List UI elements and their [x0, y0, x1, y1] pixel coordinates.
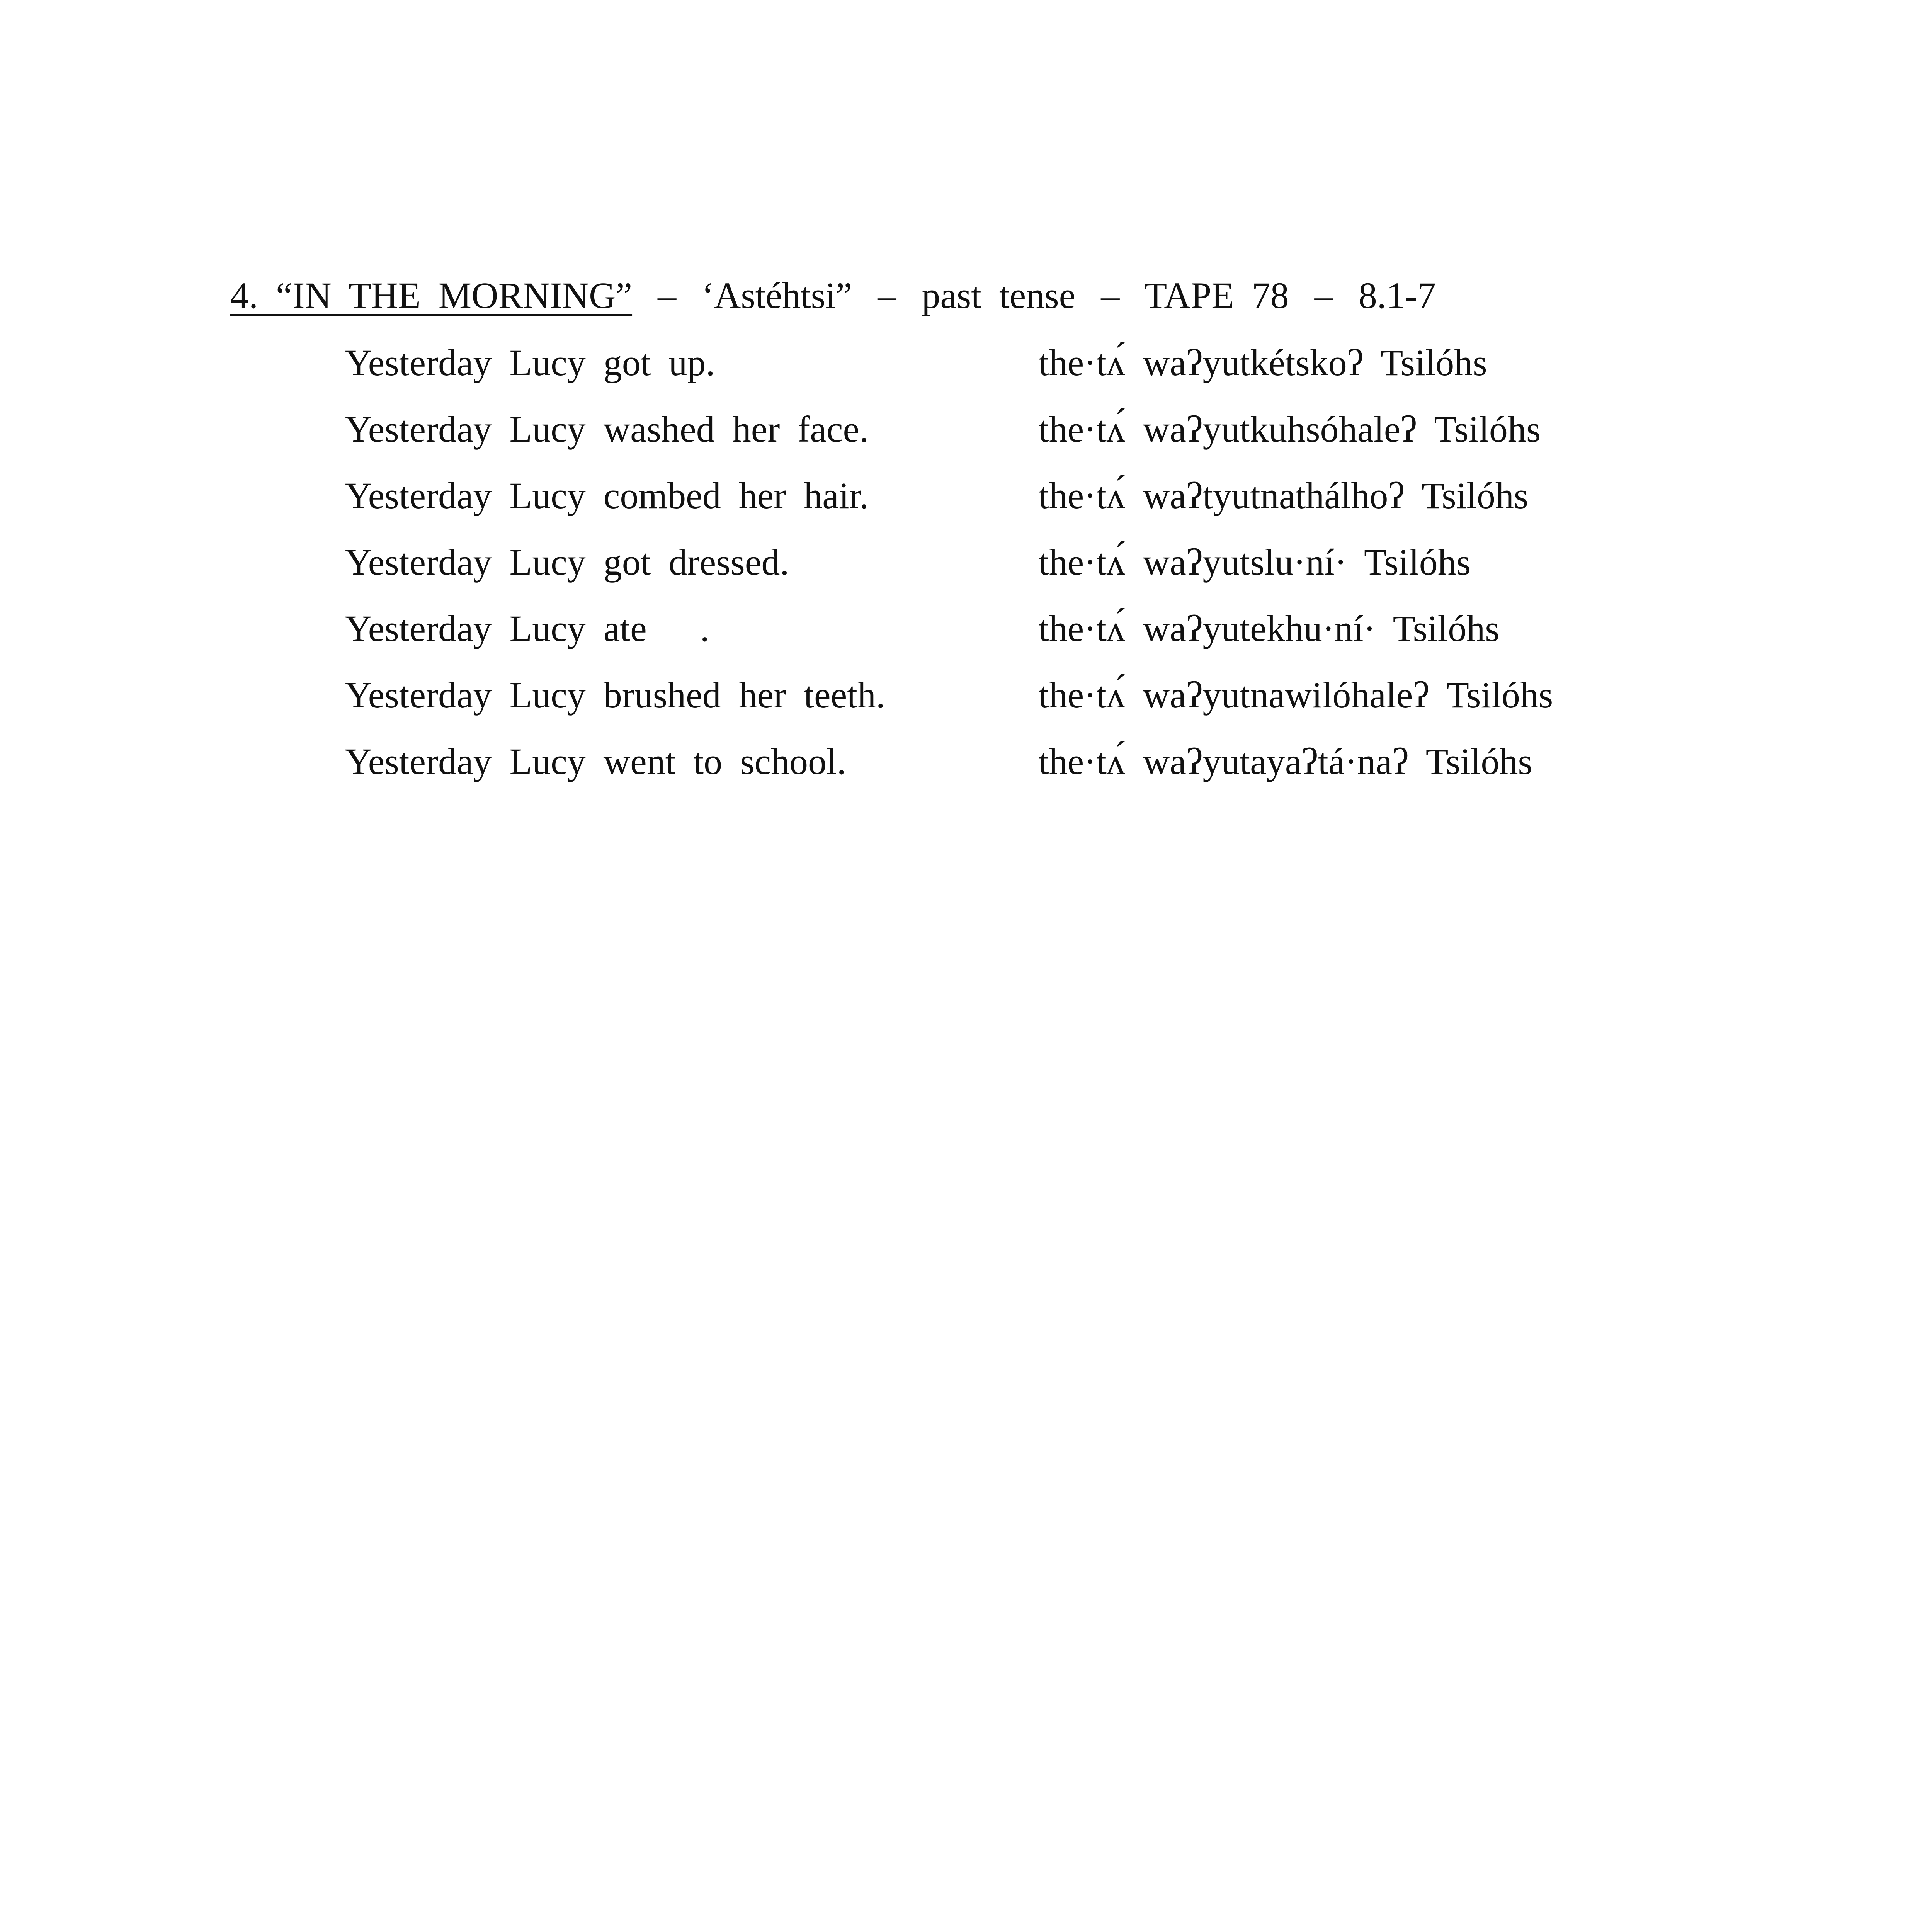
- english-sentence: Yesterday Lucy brushed her teeth.: [345, 674, 885, 716]
- english-sentence: Yesterday Lucy got dressed.: [345, 541, 789, 583]
- sentence-row: [345, 338, 1659, 404]
- sentence-row: [345, 537, 1659, 604]
- section-heading: [230, 270, 1436, 321]
- tape-label: TAPE 78: [1144, 275, 1289, 316]
- oneida-sentence: the·tʌ́ waʔyutkuhsóhaleʔ Tsilóhs: [1039, 408, 1541, 450]
- sentence-row: [345, 404, 1659, 471]
- english-sentence: Yesterday Lucy ate .: [345, 608, 709, 649]
- heading-separator: –: [1101, 275, 1120, 316]
- sentence-list: [345, 338, 1659, 803]
- oneida-sentence: the·tʌ́ waʔyutslu·ní· Tsilóhs: [1039, 541, 1471, 583]
- tape-range: 8.1-7: [1358, 275, 1436, 316]
- oneida-sentence: the·tʌ́ waʔyutekhu·ní· Tsilóhs: [1039, 608, 1500, 649]
- sentence-row: [345, 471, 1659, 537]
- sentence-row: [345, 604, 1659, 670]
- section-title: 4. “IN THE MORNING”: [230, 275, 633, 316]
- heading-separator: –: [658, 275, 677, 316]
- heading-separator: –: [878, 275, 896, 316]
- english-sentence: Yesterday Lucy combed her hair.: [345, 475, 869, 516]
- oneida-sentence: the·tʌ́ waʔyutnawilóhaleʔ Tsilóhs: [1039, 674, 1553, 716]
- oneida-title: ‘Astéhtsi”: [702, 275, 852, 316]
- oneida-sentence: the·tʌ́ waʔyutayaʔtá·naʔ Tsilóhs: [1039, 741, 1532, 782]
- oneida-sentence: the·tʌ́ waʔtyutnathálhoʔ Tsilóhs: [1039, 475, 1529, 516]
- sentence-row: [345, 670, 1659, 736]
- oneida-sentence: the·tʌ́ waʔyutkétskoʔ Tsilóhs: [1039, 342, 1487, 383]
- english-sentence: Yesterday Lucy washed her face.: [345, 408, 869, 450]
- english-sentence: Yesterday Lucy got up.: [345, 342, 715, 383]
- sentence-row: [345, 736, 1659, 803]
- tense-label: past tense: [922, 275, 1076, 316]
- english-sentence: Yesterday Lucy went to school.: [345, 741, 846, 782]
- heading-separator: –: [1314, 275, 1333, 316]
